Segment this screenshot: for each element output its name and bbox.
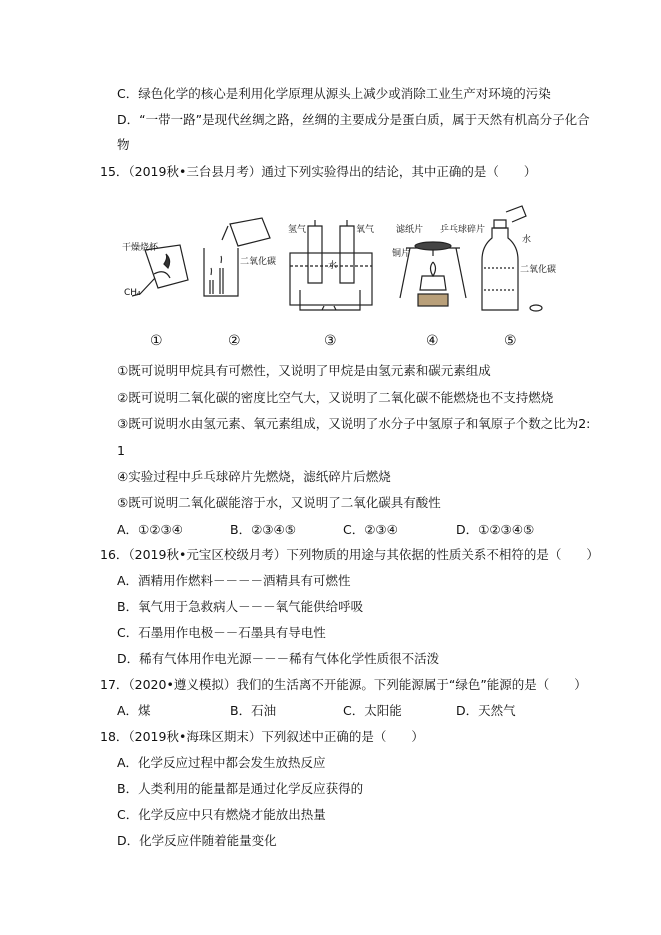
label-water-3: 水 (328, 261, 338, 271)
label-hydrogen: 氢气 (288, 225, 307, 235)
q16-option-d: D．稀有气体用作电光源－－－稀有气体化学性质很不活泼 (117, 651, 440, 666)
q16-option-a: A．酒精用作燃料－－－－酒精具有可燃性 (117, 573, 351, 588)
q15-option-a: A．①②③④ (117, 522, 183, 537)
q15-option-c: C．②③④ (343, 522, 398, 537)
q15-option-d: D．①②③④⑤ (456, 522, 535, 537)
q17-option-c: C．太阳能 (343, 703, 402, 718)
label-filter-paper: 滤纸片 (396, 225, 424, 235)
q18-stem: 18．（2019秋•海珠区期末）下列叙述中正确的是（ ） (100, 729, 424, 744)
q14-option-d-line2: 物 (117, 137, 130, 152)
q17-options (0, 703, 661, 719)
q18-option-a: A．化学反应过程中都会发生放热反应 (117, 755, 326, 770)
figure-number-3: ③ (324, 333, 337, 349)
label-oxygen: 氧气 (356, 225, 375, 235)
q15-statement-2: ②既可说明二氧化碳的密度比空气大，又说明了二氧化碳不能燃烧也不支持燃烧 (117, 390, 554, 405)
q17-option-d: D．天然气 (456, 703, 516, 718)
q15-statement-3: ③既可说明水由氢元素、氧元素组成，又说明了水分子中氢原子和氧原子个数之比为2: (117, 416, 591, 431)
q16-option-c: C．石墨用作电极－－石墨具有导电性 (117, 625, 326, 640)
q17-option-a: A．煤 (117, 703, 151, 718)
label-copper: 铜片 (392, 249, 411, 259)
q18-option-c: C．化学反应中只有燃烧才能放出热量 (117, 807, 326, 822)
q16-option-b: B．氧气用于急救病人－－－氧气能供给呼吸 (117, 599, 364, 614)
q15-statement-1: ①既可说明甲烷具有可燃性，又说明了甲烷是由氢元素和碳元素组成 (117, 363, 491, 378)
q18-option-b: B．人类利用的能量都是通过化学反应获得的 (117, 781, 364, 796)
q16-stem: 16．（2019秋•元宝区校级月考）下列物质的用途与其依据的性质关系不相符的是（ ） (100, 547, 599, 562)
q17-option-b: B．石油 (230, 703, 277, 718)
figure-number-1: ① (150, 333, 163, 349)
q15-statement-4: ④实验过程中乒乓球碎片先燃烧，滤纸碎片后燃烧 (117, 469, 391, 484)
bottle-apparatus (482, 206, 542, 311)
q14-option-c: C．绿色化学的核心是利用化学原理从源头上减少或消除工业生产对环境的污染 (117, 86, 551, 101)
q15-statement-5: ⑤既可说明二氧化碳能溶于水，又说明了二氧化碳具有酸性 (117, 495, 441, 510)
label-ch4: CH₄ (124, 288, 141, 298)
label-dry-beaker: 干燥烧杯 (122, 243, 159, 253)
q18-option-d: D．化学反应伴随着能量变化 (117, 833, 277, 848)
q17-stem: 17．（2020•遵义模拟）我们的生活离不开能源。下列能源属于“绿色”能源的是（ ） (100, 677, 587, 692)
q15-option-b: B．②③④⑤ (230, 522, 296, 537)
figure-number-2: ② (228, 333, 241, 349)
label-co2-5: 二氧化碳 (520, 265, 557, 275)
label-pingpong: 乒乓球碎片 (440, 225, 486, 235)
q15-options (0, 522, 661, 538)
experiment-drawing (110, 198, 580, 353)
q14-option-d-line1: D．“一带一路”是现代丝绸之路，丝绸的主要成分是蛋白质，属于天然有机高分子化合 (117, 112, 590, 127)
q15-statement-3-cont: 1 (117, 443, 125, 458)
q15-experiment-figure (110, 198, 580, 353)
q15-stem: 15．（2019秋•三台县月考）通过下列实验得出的结论，其中正确的是（ ） (100, 164, 537, 179)
label-water-5: 水 (522, 235, 532, 245)
label-co2-2: 二氧化碳 (240, 257, 277, 267)
figure-number-4: ④ (426, 333, 439, 349)
figure-number-5: ⑤ (504, 333, 517, 349)
